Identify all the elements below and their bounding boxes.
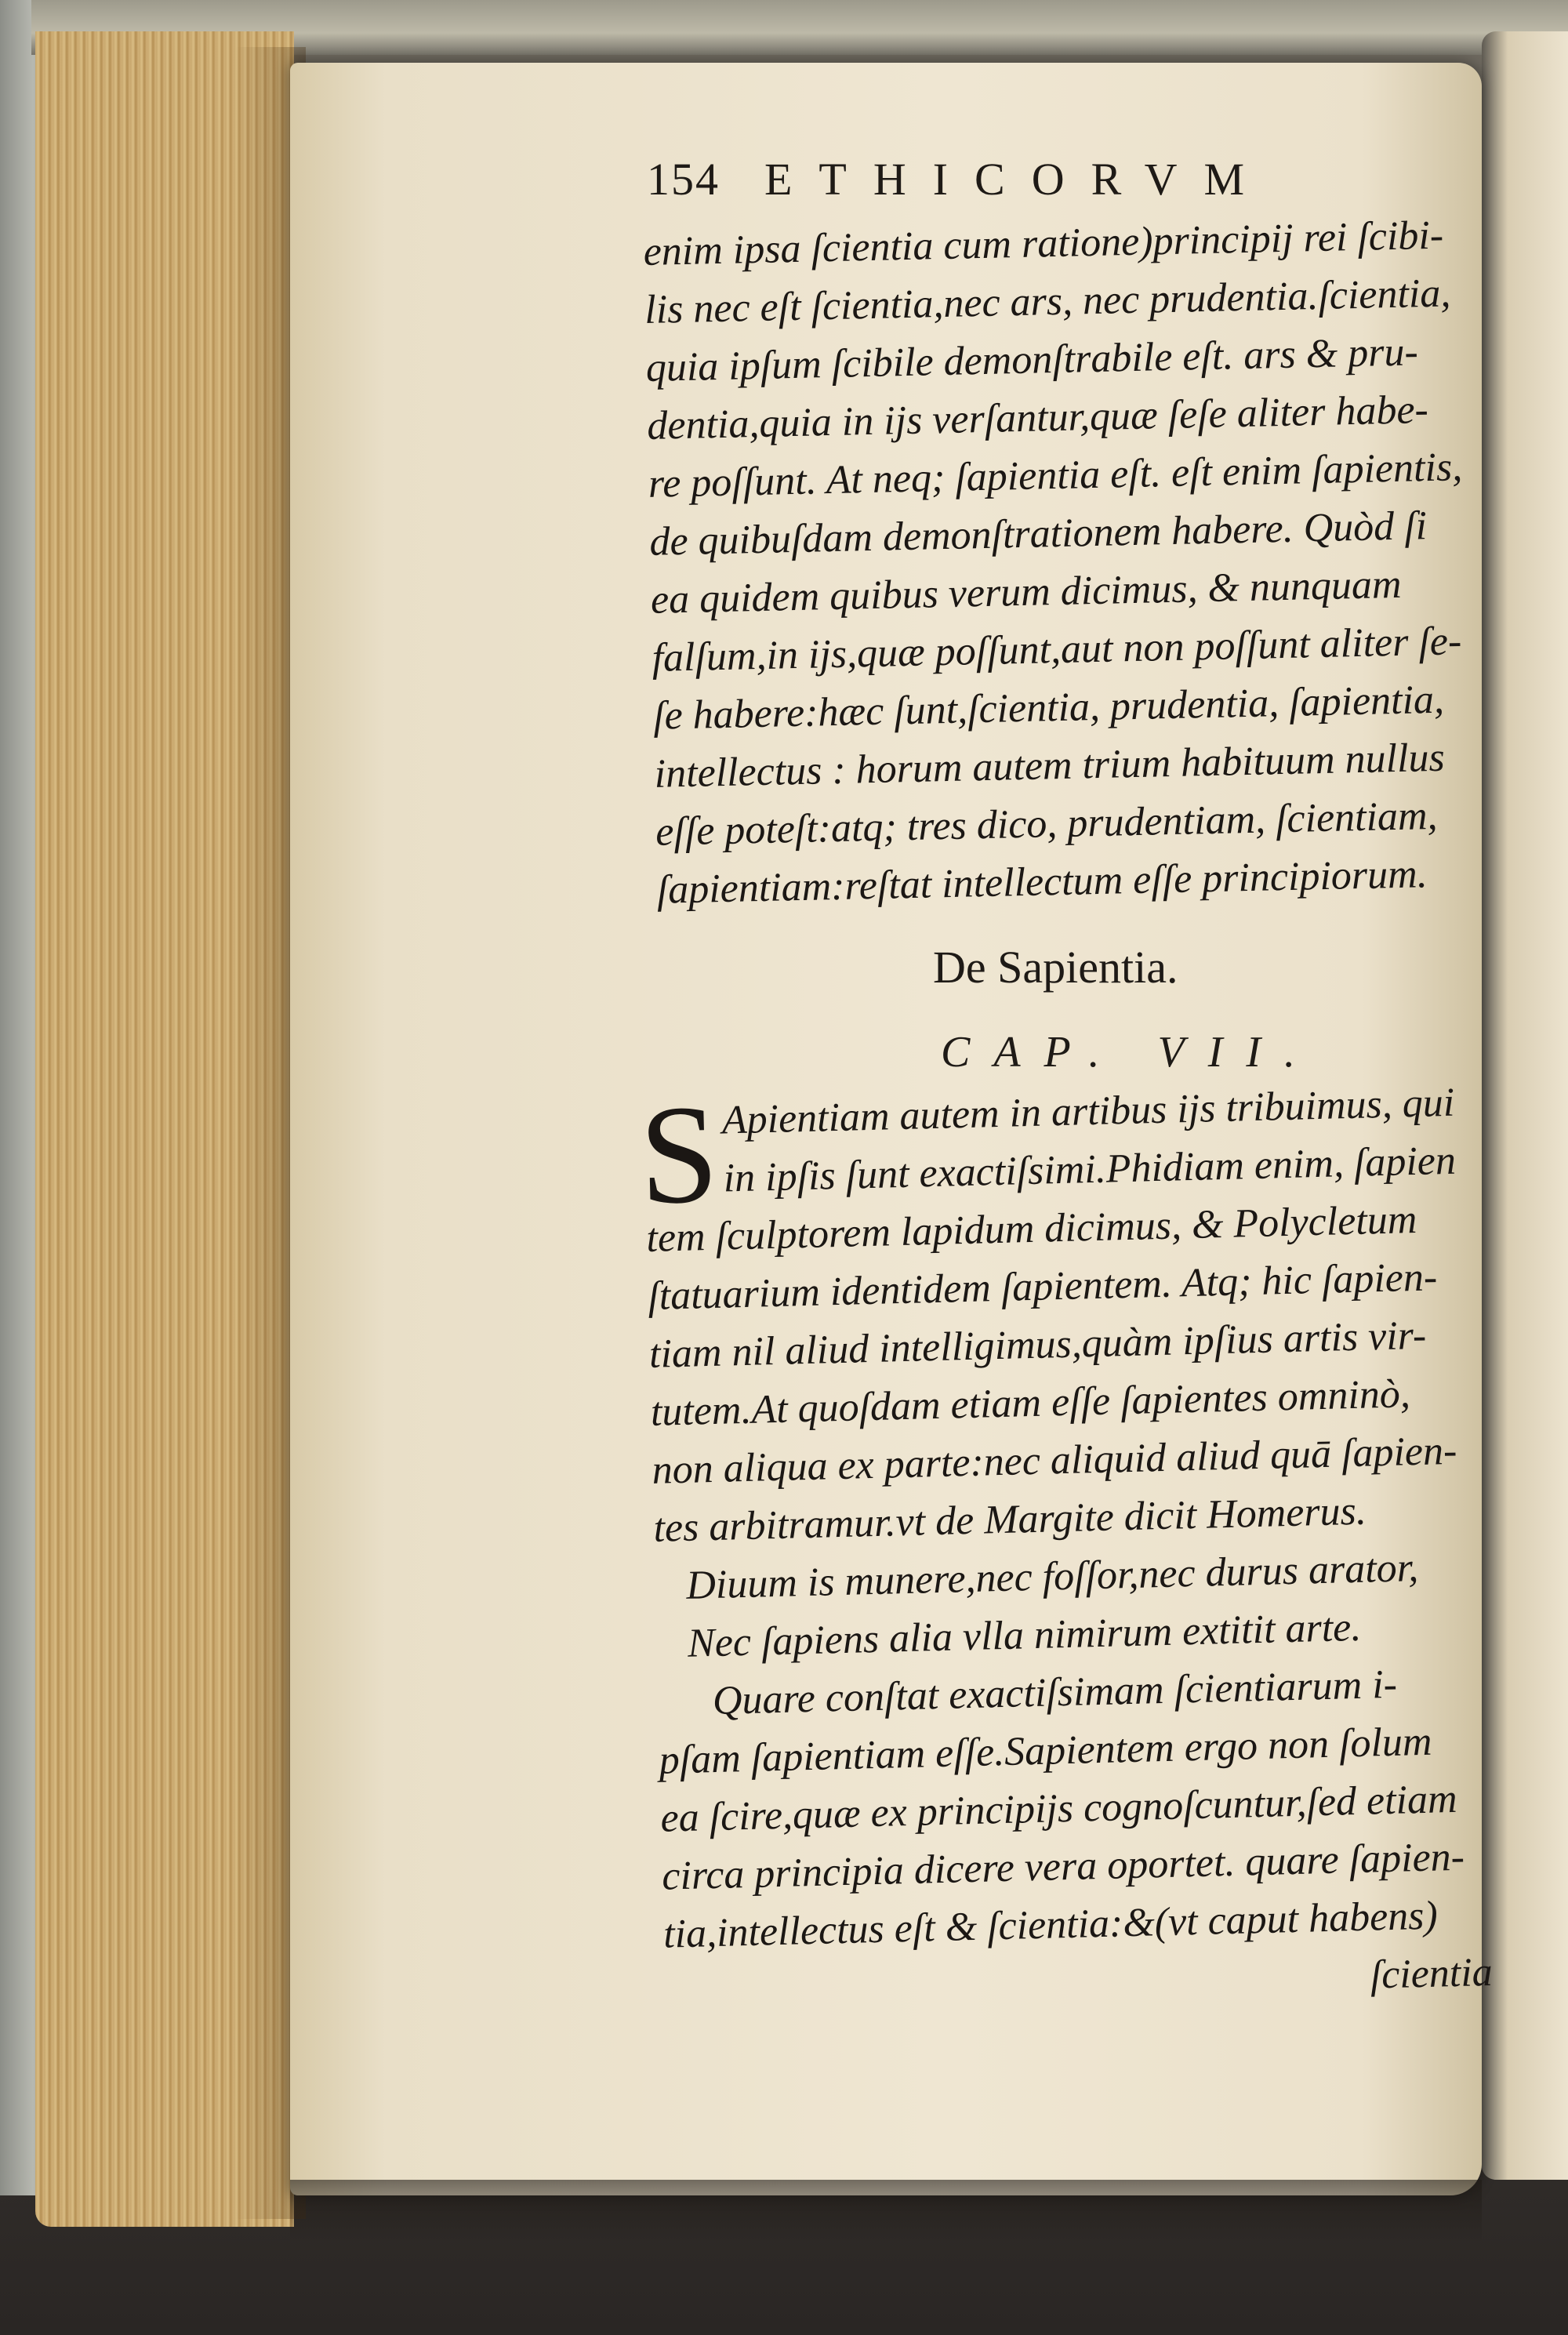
body-text [643,206,1488,920]
verse-line: Diuum is munere,nec foſſor,nec durus arator, [685,1545,1419,1608]
catchword: ſcientia [1370,1949,1494,1998]
text-line: tiam nil aliud intelligimus,quàm ipſius artis vir- [648,1313,1427,1377]
text-line: falſum,in ijs,quæ poſſunt,aut non poſſunt aliter ſe- [652,619,1462,681]
running-title: ETHICORVM [764,154,1272,205]
text-line: ea quidem quibus verum dicimus, & nunquam [650,561,1403,623]
text-line: in ipſis ſunt exactiſsimi.Phidiam enim, ſapien [722,1138,1457,1201]
page-number: 154 [647,154,720,205]
text-line: re poſſunt. At neq; ſapientia eſt. eſt enim ſapientis, [648,445,1463,507]
text-line: ſtatuarium identidem ſapientem. Atq; hic ſapien- [647,1255,1438,1319]
page-bottom-shadow [290,2180,1482,2242]
chapter-body [637,1073,1497,2022]
text-line: circa principia dicere vera oportet. quare ſapien- [661,1834,1465,1899]
text-line: Apientiam autem in artibus ijs tribuimus, qui [721,1080,1455,1143]
text-line: enim ipsa ſcientia cum ratione)principij rei ſcibi- [643,212,1444,274]
text-line: pſam ſapientiam eſſe.Sapientem ergo non ſolum [659,1719,1433,1783]
text-line: ſe habere:hæc ſunt,ſcientia, prudentia, ſapientia, [652,677,1445,739]
text-line: tes arbitramur.vt de Margite dicit Homerus. [652,1488,1367,1551]
text-line: tem ſculptorem lapidum dicimus, & Polycletum [645,1197,1417,1261]
text-line: intellectus : horum autem trium habituum nullus [654,735,1446,797]
text-line: dentia,quia in ijs verſantur,quæ ſeſe aliter habe- [646,387,1429,448]
drop-cap: S [637,1075,720,1234]
chapter-label: CAP. VII. [941,1028,1319,1077]
page-header [647,153,1509,208]
text-line: lis nec eſt ſcientia,nec ars, nec prudentia.ſcientia, [644,271,1451,332]
text-line: quia ipſum ſcibile demonſtrabile eſt. ars & pru- [645,329,1419,390]
text-line: ſapientiam:reſtat intellectum eſſe principiorum. [656,852,1428,913]
text-line: Quare conſtat exactiſsimam ſcientiarum i- [712,1661,1398,1724]
text-line: eſſe poteſt:atq; tres dico, prudentiam, ſcientiam, [655,793,1439,855]
verse-line: Nec ſapiens alia vlla nimirum extitit arte. [687,1604,1362,1666]
text-line: non aliqua ex parte:nec aliquid aliud quā ſapien- [652,1428,1457,1493]
text-line: ea ſcire,quæ ex principijs cognoſcuntur,ſed etiam [659,1776,1458,1841]
text-line: tia,intellectus eſt & ſcientia:&(vt caput habens) [662,1893,1439,1957]
text-line: tutem.At quoſdam etiam eſſe ſapientes omninò, [650,1371,1411,1435]
text-line: de quibuſdam demonſtrationem habere. Quòd ſi [648,503,1428,565]
book-cover-right [1482,31,1568,2180]
section-heading: De Sapientia. [933,942,1178,993]
